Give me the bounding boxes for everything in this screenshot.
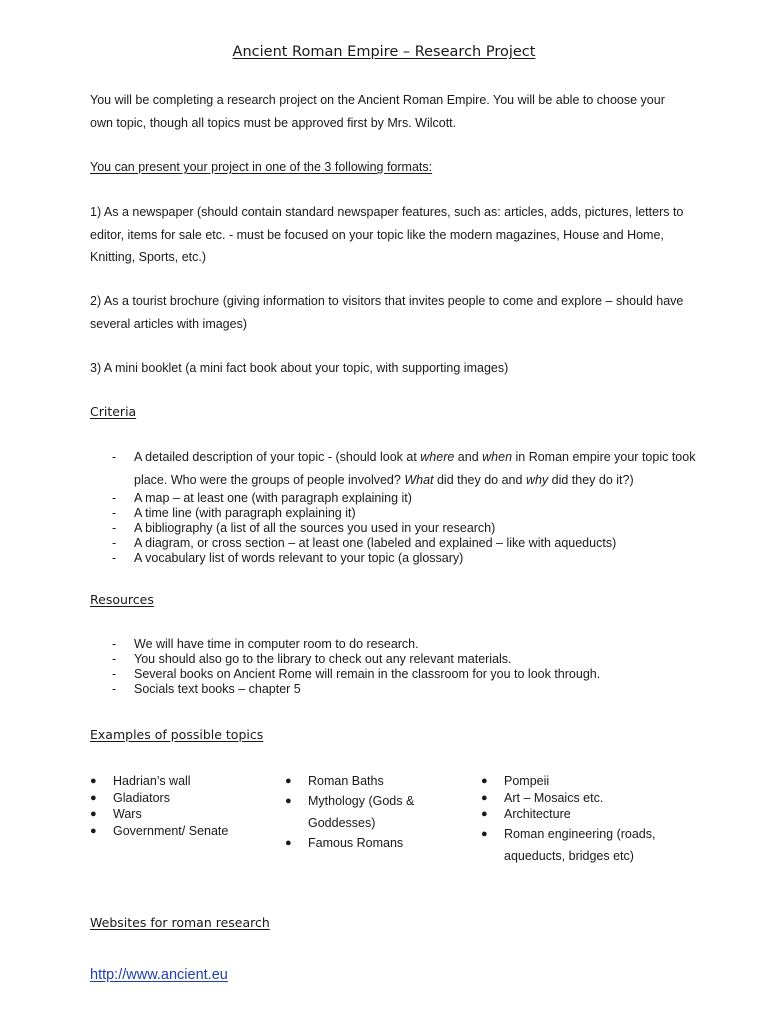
formats-heading: You can present your project in one of the 3 following formats: [90, 160, 433, 174]
list-item: ● Mythology (Gods & Goddesses) [285, 790, 435, 835]
bullet-marker: ● [90, 791, 97, 804]
list-item: - A diagram, or cross section – at least one (labeled and explained – like with aqueducts) [112, 536, 617, 550]
bullet-marker: ● [481, 808, 488, 820]
dash-marker: - [112, 506, 117, 520]
list-item: ● Art – Mosaics etc. [481, 790, 604, 805]
dash-marker: - [112, 491, 117, 505]
dash-marker: - [112, 521, 117, 535]
dash-marker: - [112, 637, 117, 651]
topics-heading: Examples of possible topics [90, 727, 264, 742]
criteria-heading: Criteria [90, 404, 137, 419]
list-item: - Several books on Ancient Rome will remain in the classroom for you to look through. [112, 667, 601, 681]
bullet-marker: ● [285, 794, 292, 807]
list-item: ● Architecture [481, 807, 571, 821]
list-item: ● Famous Romans [285, 835, 404, 850]
dash-marker: - [112, 450, 117, 464]
intro-paragraph: You will be completing a research project on the Ancient Roman Empire. You will be able to choose your own topic, though all topics must be approved first by Mrs. Wilcott. [90, 93, 665, 130]
list-item: ● Roman Baths [285, 774, 384, 788]
dash-marker: - [112, 667, 117, 681]
list-item: ● Pompeii [481, 774, 550, 788]
bullet-marker: ● [481, 791, 488, 804]
bullet-marker: ● [90, 775, 97, 787]
dash-marker: - [112, 536, 117, 550]
ancient-eu-link[interactable]: http://www.ancient.eu [90, 967, 228, 983]
list-item: - A map – at least one (with paragraph explaining it) [112, 491, 412, 505]
list-item: ● Government/ Senate [90, 823, 229, 838]
format-newspaper: 1) As a newspaper (should contain standard newspaper features, such as: articles, adds, pictures, letters to editor, items for sale etc. - must be focused on your topic like the modern magazines, House and Home, Knitting, Sports, etc.) [90, 205, 684, 264]
list-item: - Socials text books – chapter 5 [112, 682, 301, 696]
list-item: ● Gladiators [90, 790, 170, 805]
bullet-marker: ● [481, 775, 488, 787]
list-item: - A time line (with paragraph explaining it) [112, 506, 356, 520]
dash-marker: - [112, 652, 117, 666]
resources-heading: Resources [90, 592, 154, 607]
list-item: ● Roman engineering (roads, aqueducts, bridges etc) [481, 823, 681, 868]
criteria-list [112, 446, 712, 566]
page-title: Ancient Roman Empire – Research Project [232, 44, 536, 60]
list-item: ● Hadrian’s wall [90, 774, 191, 788]
format-booklet: 3) A mini booklet (a mini fact book about your topic, with supporting images) [90, 361, 509, 375]
list-item: - A detailed description of your topic - (should look at where and when in Roman empire your topic took place. Who were the groups of people involved? What did they do and why did they do it?) [112, 446, 712, 491]
list-item: - A vocabulary list of words relevant to your topic (a glossary) [112, 551, 464, 565]
list-item: - We will have time in computer room to do research. [112, 637, 419, 651]
dash-marker: - [112, 551, 117, 565]
bullet-marker: ● [285, 775, 292, 787]
bullet-marker: ● [481, 827, 488, 840]
websites-heading: Websites for roman research [90, 915, 270, 930]
bullet-marker: ● [90, 824, 97, 837]
list-item: - A bibliography (a list of all the sources you used in your research) [112, 521, 496, 535]
list-item: ● Wars [90, 807, 142, 821]
resources-list [112, 637, 712, 697]
bullet-marker: ● [90, 808, 97, 820]
bullet-marker: ● [285, 836, 292, 849]
topics-column-3 [481, 773, 681, 868]
topics-column-2 [285, 773, 435, 851]
list-item: - You should also go to the library to check out any relevant materials. [112, 652, 512, 666]
topics-column-1 [90, 773, 270, 839]
dash-marker: - [112, 682, 117, 696]
format-brochure: 2) As a tourist brochure (giving information to visitors that invites people to come and explore – should have several articles with images) [90, 294, 684, 331]
